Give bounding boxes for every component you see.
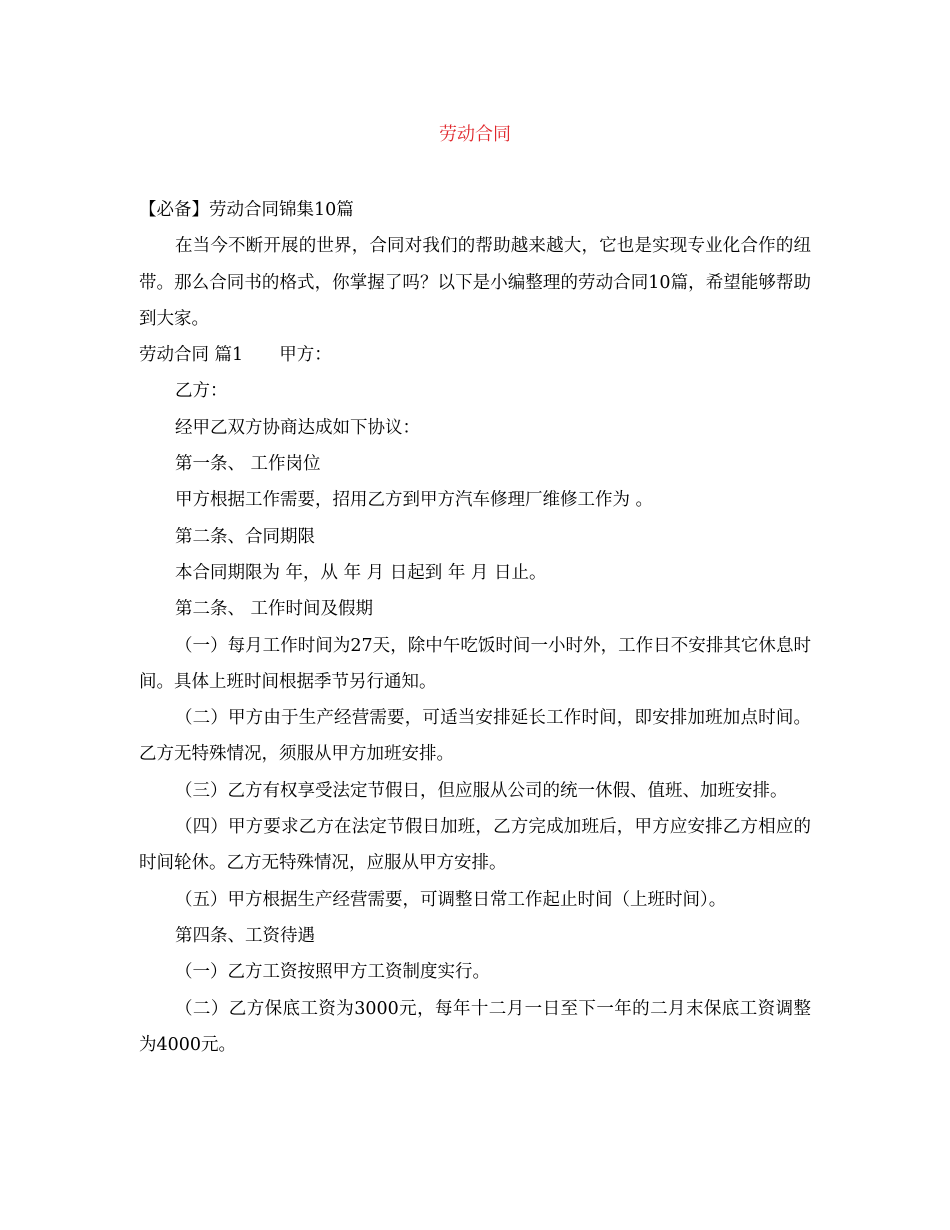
article-4-item: （二）乙方保底工资为3000元，每年十二月一日至下一年的二月末保底工资调整为4000元。	[139, 998, 811, 1055]
article-3-item: （二）甲方由于生产经营需要，可适当安排延长工作时间，即安排加班加点时间。乙方无特殊情况，须服从甲方加班安排。	[139, 708, 811, 765]
article-1-text: 甲方根据工作需要，招用乙方到甲方汽车修理厂维修工作为 。	[175, 490, 654, 511]
party-b-label: 乙方：	[175, 381, 228, 402]
section-label: 劳动合同 篇1	[139, 345, 244, 366]
agreement-line: 经甲乙双方协商达成如下协议：	[175, 417, 420, 438]
article-4-item: （一）乙方工资按照甲方工资制度实行。	[175, 962, 490, 983]
article-1-title: 第一条、 工作岗位	[175, 454, 321, 475]
article-3-item: （三）乙方有权享受法定节假日，但应服从公司的统一休假、值班、加班安排。	[175, 780, 788, 801]
headline: 【必备】劳动合同锦集10篇	[139, 200, 354, 220]
article-3-item: （五）甲方根据生产经营需要，可调整日常工作起止时间（上班时间）。	[175, 889, 727, 910]
article-4-title: 第四条、工资待遇	[175, 925, 315, 946]
article-3-item: （一）每月工作时间为27天，除中午吃饭时间一小时外，工作日不安排其它休息时间。具体上班时间根据季节另行通知。	[139, 635, 811, 692]
article-2-title: 第二条、合同期限	[175, 526, 315, 547]
section-heading-line	[139, 337, 811, 373]
document-title: 劳动合同	[439, 124, 511, 145]
article-3-item: （四）甲方要求乙方在法定节假日加班，乙方完成加班后，甲方应安排乙方相应的时间轮休。乙方无特殊情况，应服从甲方安排。	[139, 817, 811, 874]
article-3-title: 第二条、 工作时间及假期	[175, 599, 374, 620]
document-body	[139, 192, 811, 1063]
article-2-text: 本合同期限为 年，从 年 月 日起到 年 月 日止。	[175, 562, 547, 583]
party-a-label: 甲方：	[279, 345, 332, 366]
intro-paragraph: 在当今不断开展的世界，合同对我们的帮助越来越大，它也是实现专业化合作的纽带。那么合同书的格式，你掌握了吗？以下是小编整理的劳动合同10篇，希望能够帮助到大家。	[139, 236, 811, 329]
